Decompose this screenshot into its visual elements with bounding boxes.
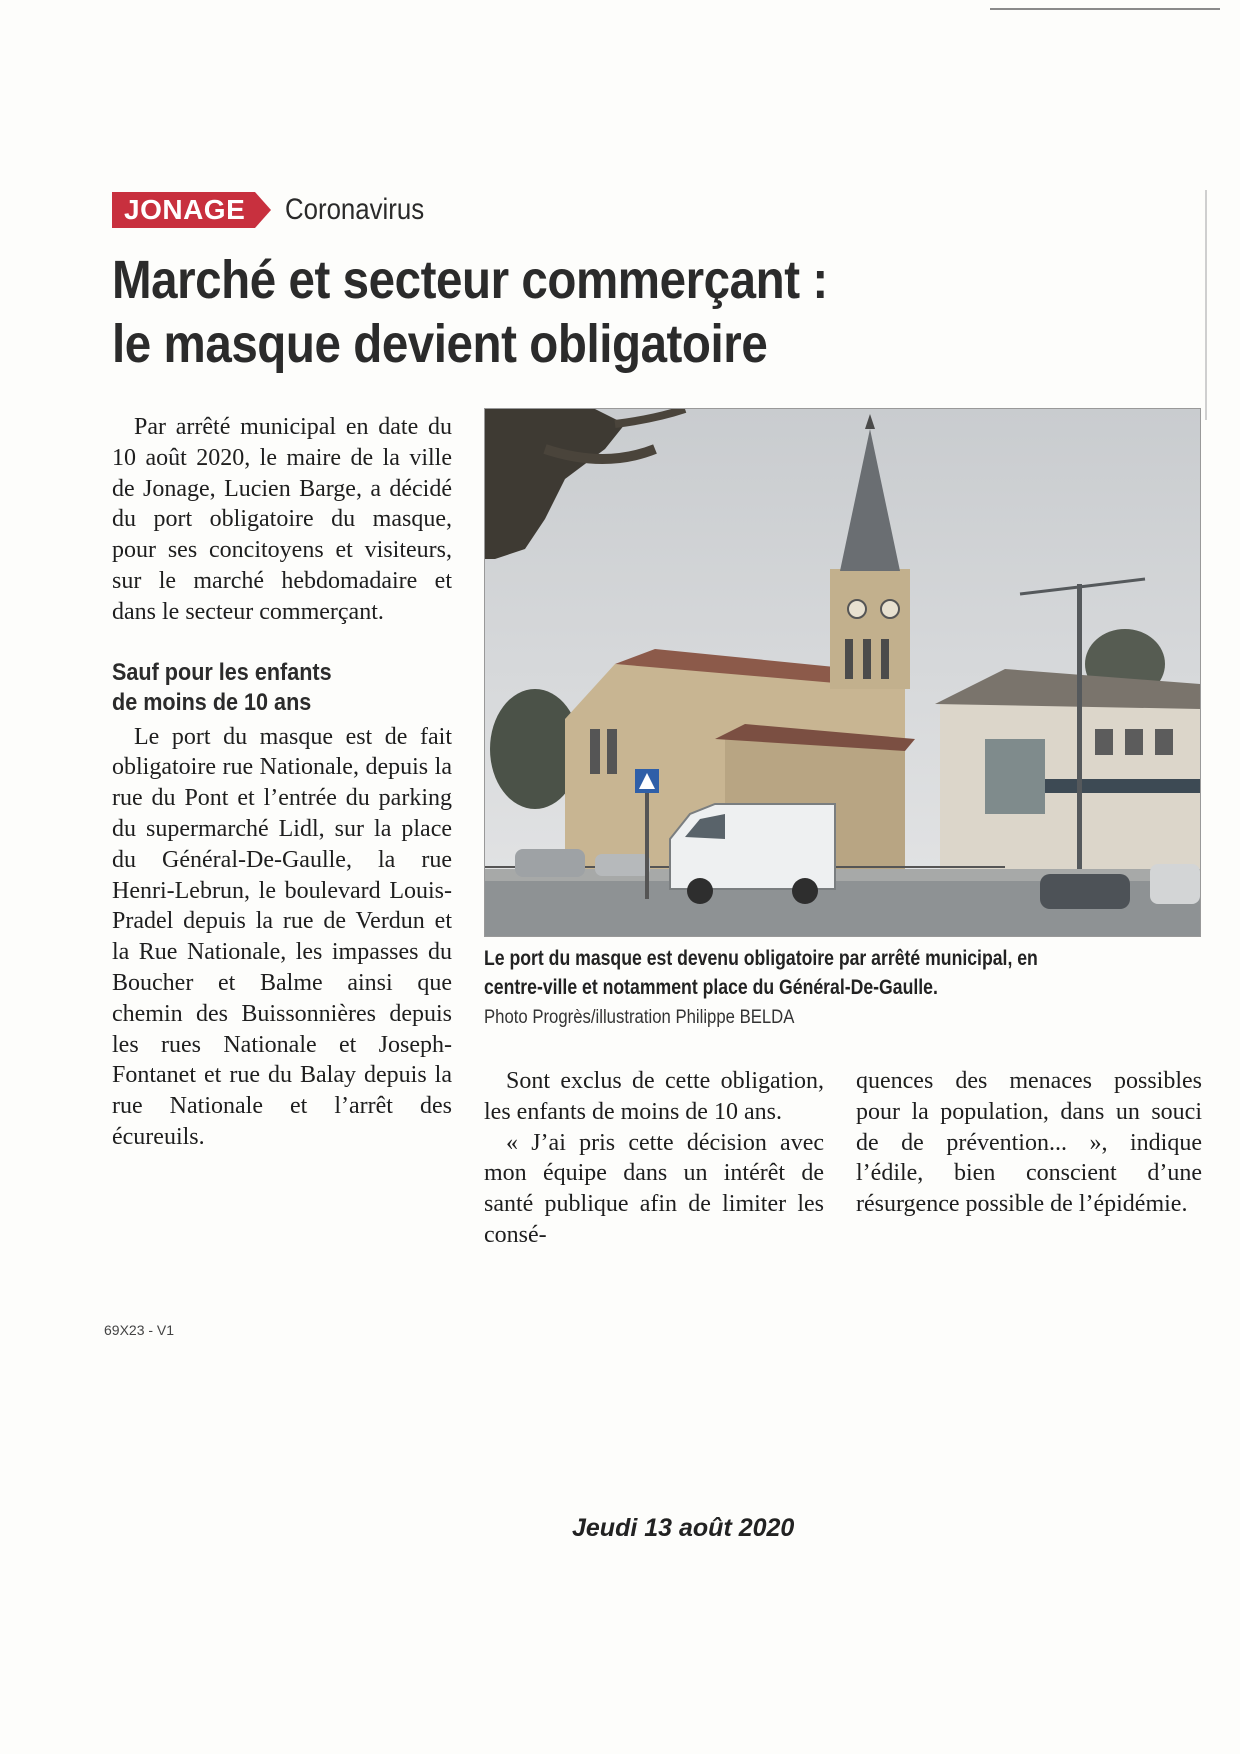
body-paragraph-left: Le port du masque est de fait obligatoire rue Nationale, depuis la rue du Pont et l’entrée du parking du supermarché Lidl, sur la place du Général-De-Gaulle, la rue Henri-Lebrun, le boulevard Louis-Pradel depuis la rue de Verdun et la Rue Nationale, les impasses du Boucher et Balme ainsi que chemin des Buissonnières depuis les rues Nationale et Joseph-Fontanet et rue du Balay depuis la rue Nationale et l’arrêt des écureuils.	[112, 723, 452, 1150]
publication-date: Jeudi 13 août 2020	[572, 1514, 795, 1542]
photo-caption	[484, 944, 1199, 1002]
location-tag: JONAGE	[112, 192, 255, 228]
subheading-line-2: de moins de 10 ans	[112, 688, 312, 716]
middle-column	[484, 1066, 824, 1251]
photo-caption-line-1: Le port du masque est devenu obligatoire par arrêté municipal, en	[484, 947, 1038, 970]
scan-fold-line	[1205, 190, 1207, 420]
lead-paragraph: Par arrêté municipal en date du 10 août 2020, le maire de la ville de Jonage, Lucien Barge, a décidé du port obligatoire du masque, pour ses concitoyens et visiteurs, sur le marché hebdomadaire et dans le secteur commerçant.	[112, 414, 452, 625]
headline-line-1: Marché et secteur commerçant :	[112, 250, 828, 310]
subheading-line-1: Sauf pour les enfants	[112, 658, 332, 686]
right-column	[856, 1066, 1202, 1220]
body-paragraph-right: quences des menaces possibles pour la population, dans un souci de de prévention... », indique l’édile, bien conscient d’une résurgence possible de l’épidémie.	[856, 1068, 1202, 1218]
subheading	[112, 658, 418, 718]
photo-credit: Photo Progrès/illustration Philippe BELDA	[484, 1007, 795, 1028]
article-kicker	[112, 190, 447, 230]
left-column	[112, 412, 452, 1153]
photo-caption-line-2: centre-ville et notamment place du Général-De-Gaulle.	[484, 976, 938, 999]
body-paragraph-mid-1: Sont exclus de cette obligation, les enfants de moins de 10 ans.	[484, 1068, 824, 1125]
scan-edge-line	[990, 8, 1220, 10]
edition-code: 69X23 - V1	[104, 1322, 175, 1338]
body-paragraph-mid-2: « J’ai pris cette décision avec mon équipe dans un intérêt de santé publique afin de limiter les consé-	[484, 1129, 824, 1248]
church-photo	[484, 408, 1201, 937]
headline-line-2: le masque devient obligatoire	[112, 314, 768, 374]
headline	[112, 248, 828, 376]
rubric-label: Coronavirus	[285, 193, 425, 226]
